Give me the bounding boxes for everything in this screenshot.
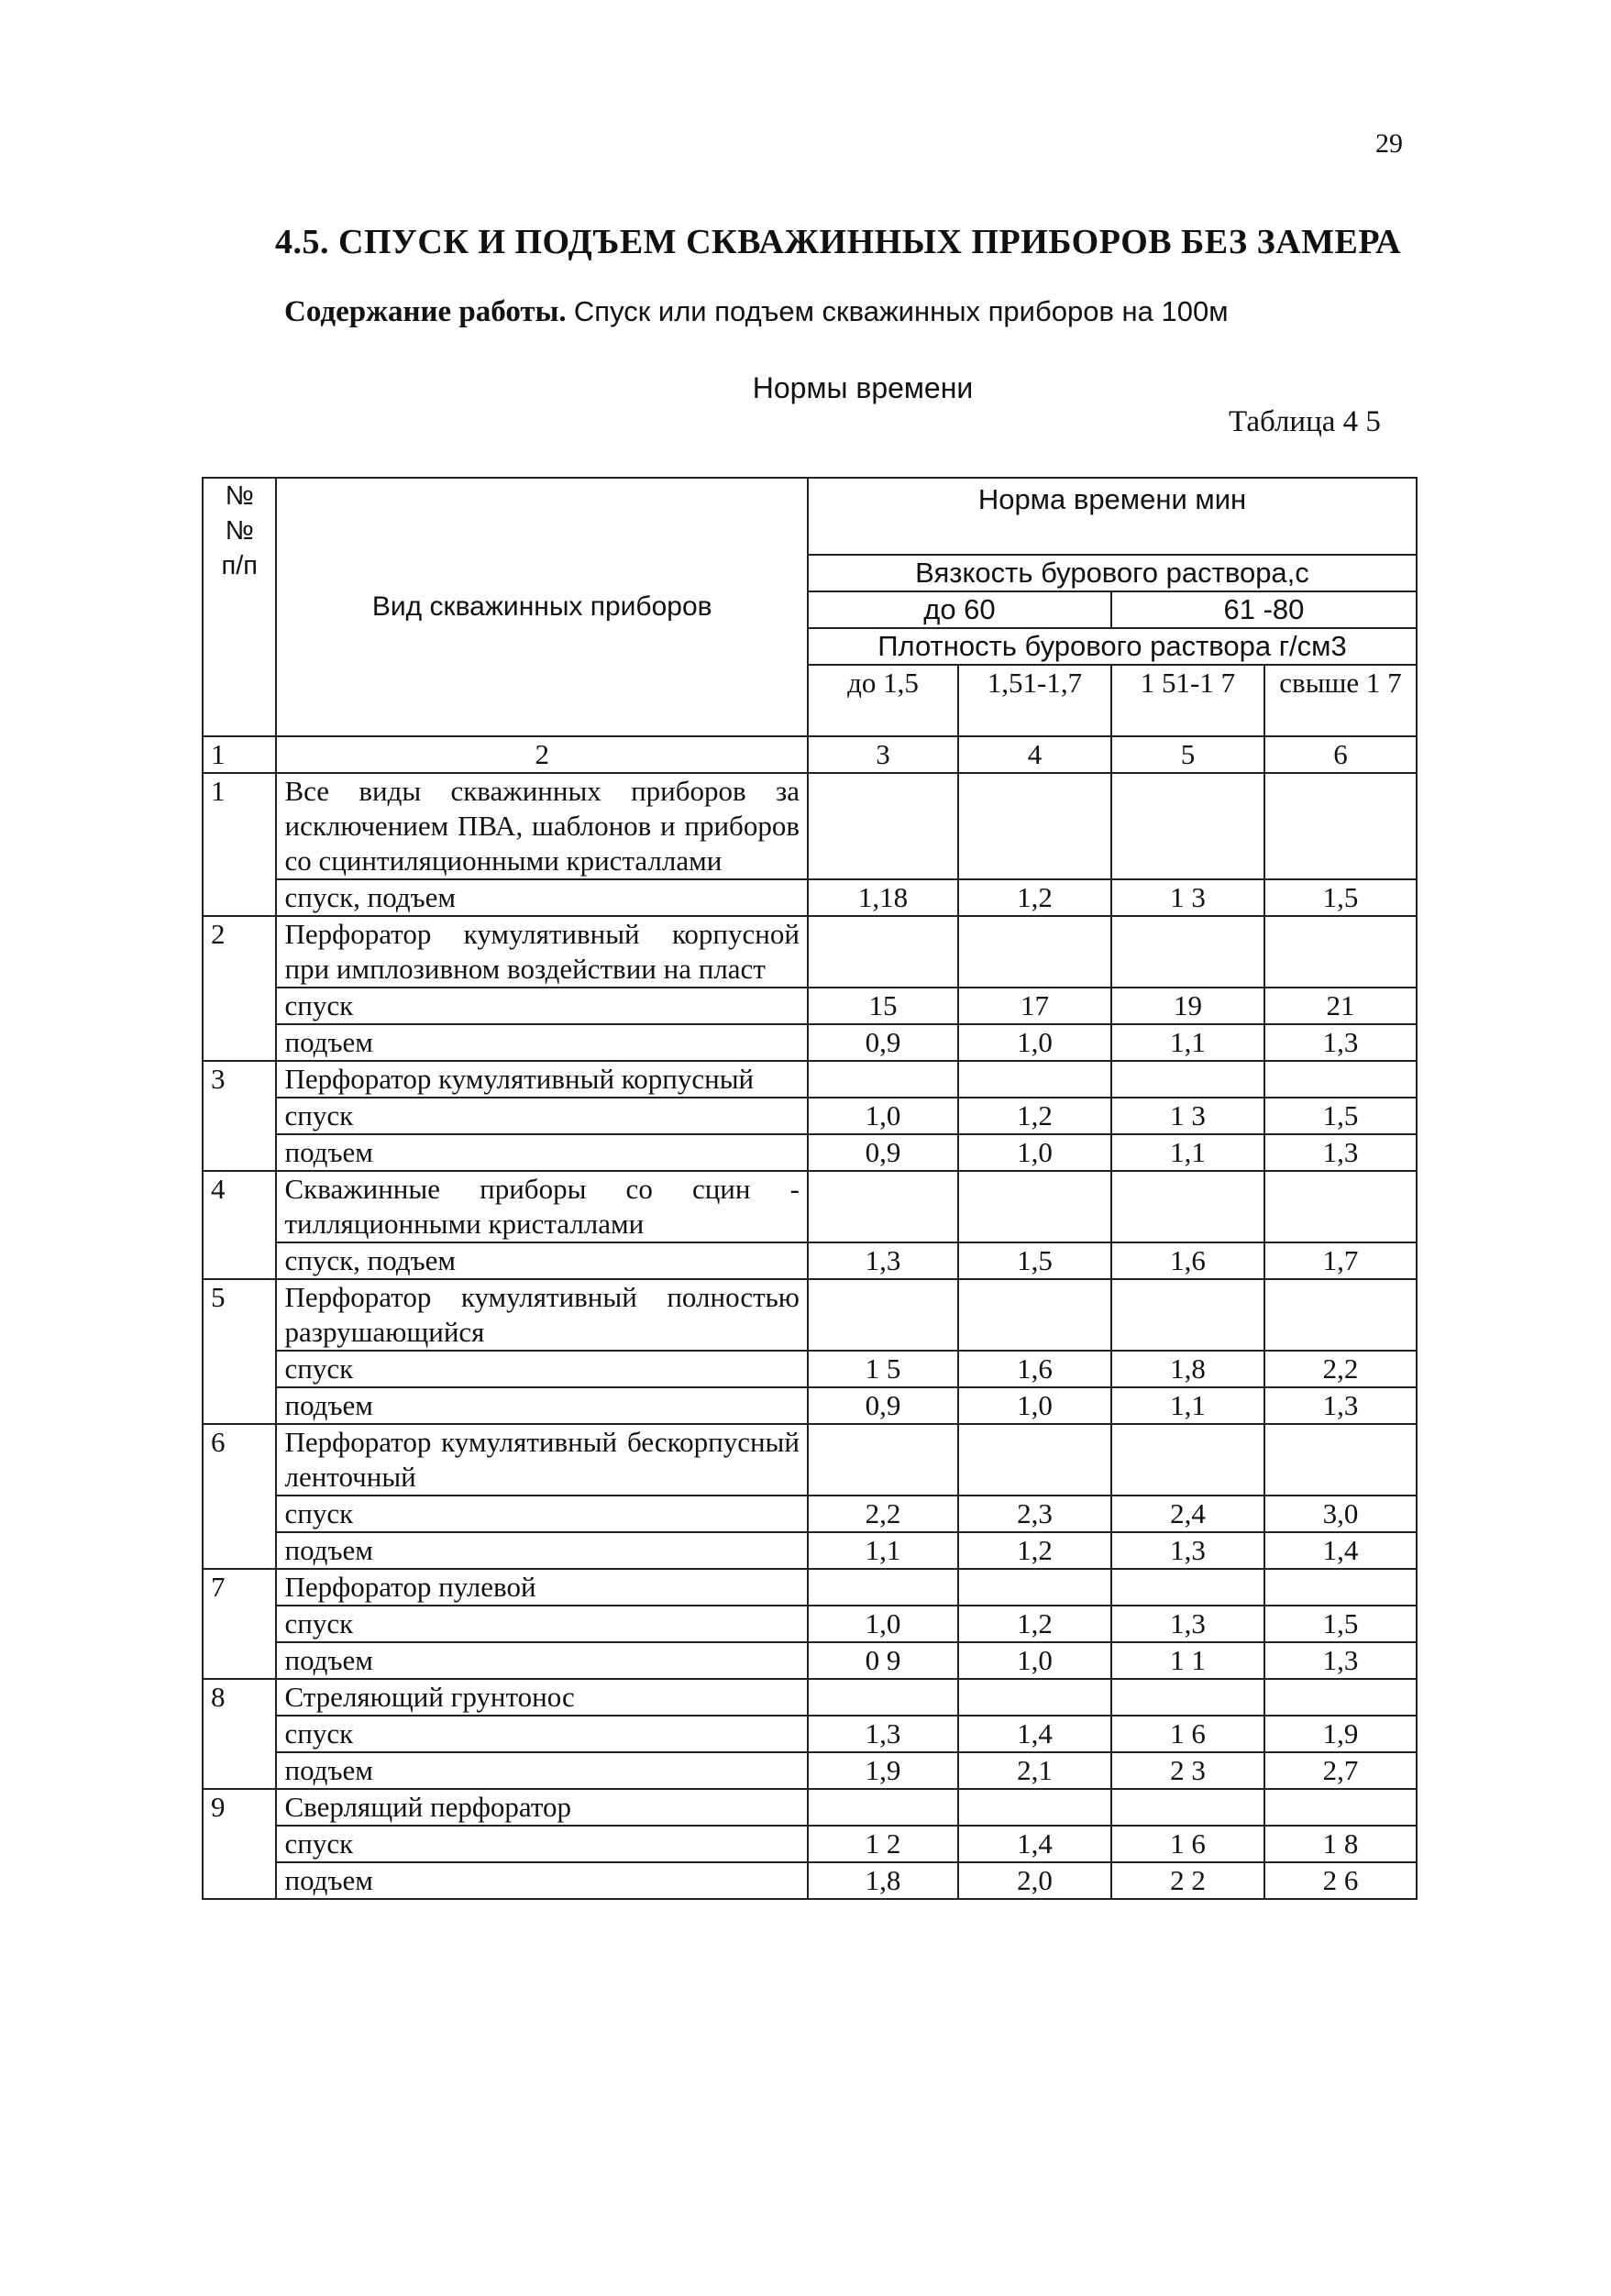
time-norm-value: 2 2 <box>1111 1862 1264 1899</box>
time-norm-value: 1 3 <box>1111 879 1264 916</box>
operation-label: подъем <box>276 1642 807 1679</box>
time-norm-value: 1,5 <box>1264 1098 1417 1134</box>
empty-cell <box>1111 773 1264 879</box>
time-norm-value: 1 2 <box>808 1826 958 1862</box>
row-number: 2 <box>203 916 276 1061</box>
time-norm-value: 2,0 <box>958 1862 1111 1899</box>
operation-row <box>203 988 1417 1024</box>
empty-cell <box>958 1061 1111 1098</box>
header-density-2: 1,51-1,7 <box>958 665 1111 736</box>
time-norm-value: 1,0 <box>808 1606 958 1642</box>
empty-cell <box>958 1279 1111 1351</box>
time-norm-value: 21 <box>1264 988 1417 1024</box>
header-density: Плотность бурового раствора г/см3 <box>808 628 1417 665</box>
row-number: 1 <box>203 773 276 916</box>
empty-cell <box>1264 1061 1417 1098</box>
time-norm-value: 2,1 <box>958 1752 1111 1789</box>
header-num-col: № № п/п <box>203 478 276 736</box>
operation-label: спуск <box>276 1826 807 1862</box>
operation-row <box>203 1134 1417 1171</box>
empty-cell <box>808 1171 958 1242</box>
operation-row <box>203 1098 1417 1134</box>
norms-table <box>202 477 1418 1900</box>
table-row <box>203 916 1417 988</box>
empty-cell <box>1111 1679 1264 1716</box>
operation-row <box>203 1496 1417 1532</box>
device-description: Перфоратор кумулятивный бескорпусный ленточный <box>276 1424 807 1496</box>
time-norm-value: 1,1 <box>808 1532 958 1569</box>
empty-cell <box>1264 1679 1417 1716</box>
row-number: 5 <box>203 1279 276 1424</box>
time-norm-value: 1,4 <box>1264 1532 1417 1569</box>
device-description: Перфоратор кумулятивный корпусный <box>276 1061 807 1098</box>
empty-cell <box>808 1569 958 1606</box>
time-norm-value: 1,3 <box>1264 1387 1417 1424</box>
time-norm-value: 1,2 <box>958 1606 1111 1642</box>
operation-row <box>203 1716 1417 1752</box>
empty-cell <box>958 1171 1111 1242</box>
operation-row <box>203 1606 1417 1642</box>
time-norm-value: 1,0 <box>958 1387 1111 1424</box>
time-norm-value: 1,5 <box>1264 1606 1417 1642</box>
time-norm-value: 1,5 <box>1264 879 1417 916</box>
time-norm-value: 1 3 <box>1111 1098 1264 1134</box>
empty-cell <box>958 1569 1111 1606</box>
empty-cell <box>1111 1789 1264 1826</box>
time-norm-value: 1,9 <box>1264 1716 1417 1752</box>
work-content <box>284 295 1229 329</box>
header-density-1: до 1,5 <box>808 665 958 736</box>
time-norm-value: 15 <box>808 988 958 1024</box>
empty-cell <box>958 1789 1111 1826</box>
time-norm-value: 2,3 <box>958 1496 1111 1532</box>
empty-cell <box>1111 916 1264 988</box>
time-norm-value: 1,7 <box>1264 1242 1417 1279</box>
time-norm-value: 1,0 <box>958 1024 1111 1061</box>
operation-label: подъем <box>276 1532 807 1569</box>
operation-row <box>203 1642 1417 1679</box>
time-norm-value: 1,8 <box>808 1862 958 1899</box>
time-norm-value: 1 6 <box>1111 1826 1264 1862</box>
time-norm-value: 1,9 <box>808 1752 958 1789</box>
time-norm-value: 1,0 <box>958 1642 1111 1679</box>
row-number: 7 <box>203 1569 276 1679</box>
section-title: 4.5. СПУСК И ПОДЪЕМ СКВАЖИННЫХ ПРИБОРОВ БЕЗ ЗАМЕРА <box>275 223 1402 261</box>
time-norm-value: 1,1 <box>1111 1134 1264 1171</box>
empty-cell <box>1264 1424 1417 1496</box>
operation-label: спуск <box>276 1606 807 1642</box>
time-norm-value: 1,3 <box>1264 1024 1417 1061</box>
operation-label: подъем <box>276 1752 807 1789</box>
header-name-col: Вид скважинных приборов <box>276 478 807 736</box>
col-number: 1 <box>203 736 276 773</box>
operation-row <box>203 1351 1417 1387</box>
row-number: 6 <box>203 1424 276 1569</box>
operation-label: спуск <box>276 1496 807 1532</box>
device-description: Стреляющий грунтонос <box>276 1679 807 1716</box>
header-viscosity: Вязкость бурового раствора,с <box>808 555 1417 591</box>
table-row <box>203 1171 1417 1242</box>
time-norm-value: 2,7 <box>1264 1752 1417 1789</box>
operation-row <box>203 1752 1417 1789</box>
operation-row <box>203 1387 1417 1424</box>
operation-label: спуск, подъем <box>276 1242 807 1279</box>
empty-cell <box>808 1679 958 1716</box>
empty-cell <box>808 773 958 879</box>
col-number: 2 <box>276 736 807 773</box>
col-number: 6 <box>1264 736 1417 773</box>
table-subtitle: Нормы времени <box>752 371 974 404</box>
device-description: Сверлящий перфоратор <box>276 1789 807 1826</box>
time-norm-value: 1,1 <box>1111 1024 1264 1061</box>
empty-cell <box>808 1061 958 1098</box>
operation-label: спуск <box>276 1098 807 1134</box>
table-row <box>203 1061 1417 1098</box>
time-norm-value: 1,2 <box>958 1532 1111 1569</box>
time-norm-value: 2,2 <box>1264 1351 1417 1387</box>
operation-row <box>203 1862 1417 1899</box>
device-description: Все виды скважинных приборов за исключением ПВА, шаблонов и приборов со сцинтиляционными кристаллами <box>276 773 807 879</box>
time-norm-value: 17 <box>958 988 1111 1024</box>
operation-row <box>203 1242 1417 1279</box>
header-density-3: 1 51-1 7 <box>1111 665 1264 736</box>
col-number: 4 <box>958 736 1111 773</box>
time-norm-value: 1,3 <box>808 1716 958 1752</box>
time-norm-value: 2 3 <box>1111 1752 1264 1789</box>
time-norm-value: 1,6 <box>1111 1242 1264 1279</box>
empty-cell <box>958 1424 1111 1496</box>
empty-cell <box>808 1789 958 1826</box>
time-norm-value: 1 6 <box>1111 1716 1264 1752</box>
header-visc-a: до 60 <box>808 591 1111 628</box>
empty-cell <box>1264 1279 1417 1351</box>
empty-cell <box>1111 1171 1264 1242</box>
time-norm-value: 1 1 <box>1111 1642 1264 1679</box>
table-row <box>203 773 1417 879</box>
time-norm-value: 0,9 <box>808 1387 958 1424</box>
time-norm-value: 1,2 <box>958 879 1111 916</box>
table-row <box>203 1424 1417 1496</box>
device-description: Перфоратор кумулятивный корпусной при имплозивном воздействии на пласт <box>276 916 807 988</box>
operation-label: спуск, подъем <box>276 879 807 916</box>
device-description: Скважинные приборы со сцин - тилляционными кристаллами <box>276 1171 807 1242</box>
table-label: Таблица 4 5 <box>1229 405 1381 438</box>
header-visc-b: 61 -80 <box>1111 591 1417 628</box>
time-norm-value: 1,3 <box>1264 1134 1417 1171</box>
row-number: 3 <box>203 1061 276 1171</box>
table-row <box>203 1789 1417 1826</box>
empty-cell <box>808 1424 958 1496</box>
time-norm-value: 1,4 <box>958 1826 1111 1862</box>
empty-cell <box>1264 1789 1417 1826</box>
time-norm-value: 1,0 <box>958 1134 1111 1171</box>
time-norm-value: 1 8 <box>1264 1826 1417 1862</box>
time-norm-value: 1,5 <box>958 1242 1111 1279</box>
device-description: Перфоратор пулевой <box>276 1569 807 1606</box>
empty-cell <box>1264 1171 1417 1242</box>
time-norm-value: 2,2 <box>808 1496 958 1532</box>
time-norm-value: 1,6 <box>958 1351 1111 1387</box>
empty-cell <box>1264 773 1417 879</box>
page-number: 29 <box>1375 128 1403 159</box>
operation-label: спуск <box>276 1716 807 1752</box>
operation-label: спуск <box>276 1351 807 1387</box>
time-norm-value: 1,4 <box>958 1716 1111 1752</box>
row-number: 4 <box>203 1171 276 1279</box>
operation-row <box>203 1532 1417 1569</box>
operation-row <box>203 1024 1417 1061</box>
time-norm-value: 3,0 <box>1264 1496 1417 1532</box>
time-norm-value: 1,2 <box>958 1098 1111 1134</box>
time-norm-value: 19 <box>1111 988 1264 1024</box>
empty-cell <box>1111 1424 1264 1496</box>
col-number: 3 <box>808 736 958 773</box>
empty-cell <box>1264 1569 1417 1606</box>
time-norm-value: 1,18 <box>808 879 958 916</box>
empty-cell <box>808 1279 958 1351</box>
empty-cell <box>958 916 1111 988</box>
table-row <box>203 1679 1417 1716</box>
operation-row <box>203 879 1417 916</box>
time-norm-value: 0,9 <box>808 1134 958 1171</box>
time-norm-value: 1 5 <box>808 1351 958 1387</box>
time-norm-value: 1,0 <box>808 1098 958 1134</box>
col-number: 5 <box>1111 736 1264 773</box>
empty-cell <box>958 773 1111 879</box>
time-norm-value: 2 6 <box>1264 1862 1417 1899</box>
operation-row <box>203 1826 1417 1862</box>
time-norm-value: 2,4 <box>1111 1496 1264 1532</box>
operation-label: спуск <box>276 988 807 1024</box>
operation-label: подъем <box>276 1134 807 1171</box>
time-norm-value: 1,3 <box>1111 1606 1264 1642</box>
empty-cell <box>1111 1569 1264 1606</box>
time-norm-value: 1,3 <box>1264 1642 1417 1679</box>
time-norm-value: 1,1 <box>1111 1387 1264 1424</box>
time-norm-value: 0 9 <box>808 1642 958 1679</box>
operation-label: подъем <box>276 1862 807 1899</box>
operation-label: подъем <box>276 1387 807 1424</box>
header-density-4: свыше 1 7 <box>1264 665 1417 736</box>
table-row <box>203 1279 1417 1351</box>
time-norm-value: 1,3 <box>1111 1532 1264 1569</box>
row-number: 8 <box>203 1679 276 1789</box>
time-norm-value: 1,3 <box>808 1242 958 1279</box>
row-number: 9 <box>203 1789 276 1899</box>
time-norm-value: 1,8 <box>1111 1351 1264 1387</box>
work-content-label: Содержание работы. <box>284 295 567 328</box>
empty-cell <box>808 916 958 988</box>
table-row <box>203 1569 1417 1606</box>
header-norm: Норма времени мин <box>808 478 1417 555</box>
time-norm-value: 0,9 <box>808 1024 958 1061</box>
operation-label: подъем <box>276 1024 807 1061</box>
empty-cell <box>1264 916 1417 988</box>
empty-cell <box>1111 1061 1264 1098</box>
device-description: Перфоратор кумулятивный полностью разрушающийся <box>276 1279 807 1351</box>
column-number-row <box>203 736 1417 773</box>
work-content-text: Спуск или подъем скважинных приборов на 100м <box>573 295 1229 327</box>
empty-cell <box>1111 1279 1264 1351</box>
empty-cell <box>958 1679 1111 1716</box>
